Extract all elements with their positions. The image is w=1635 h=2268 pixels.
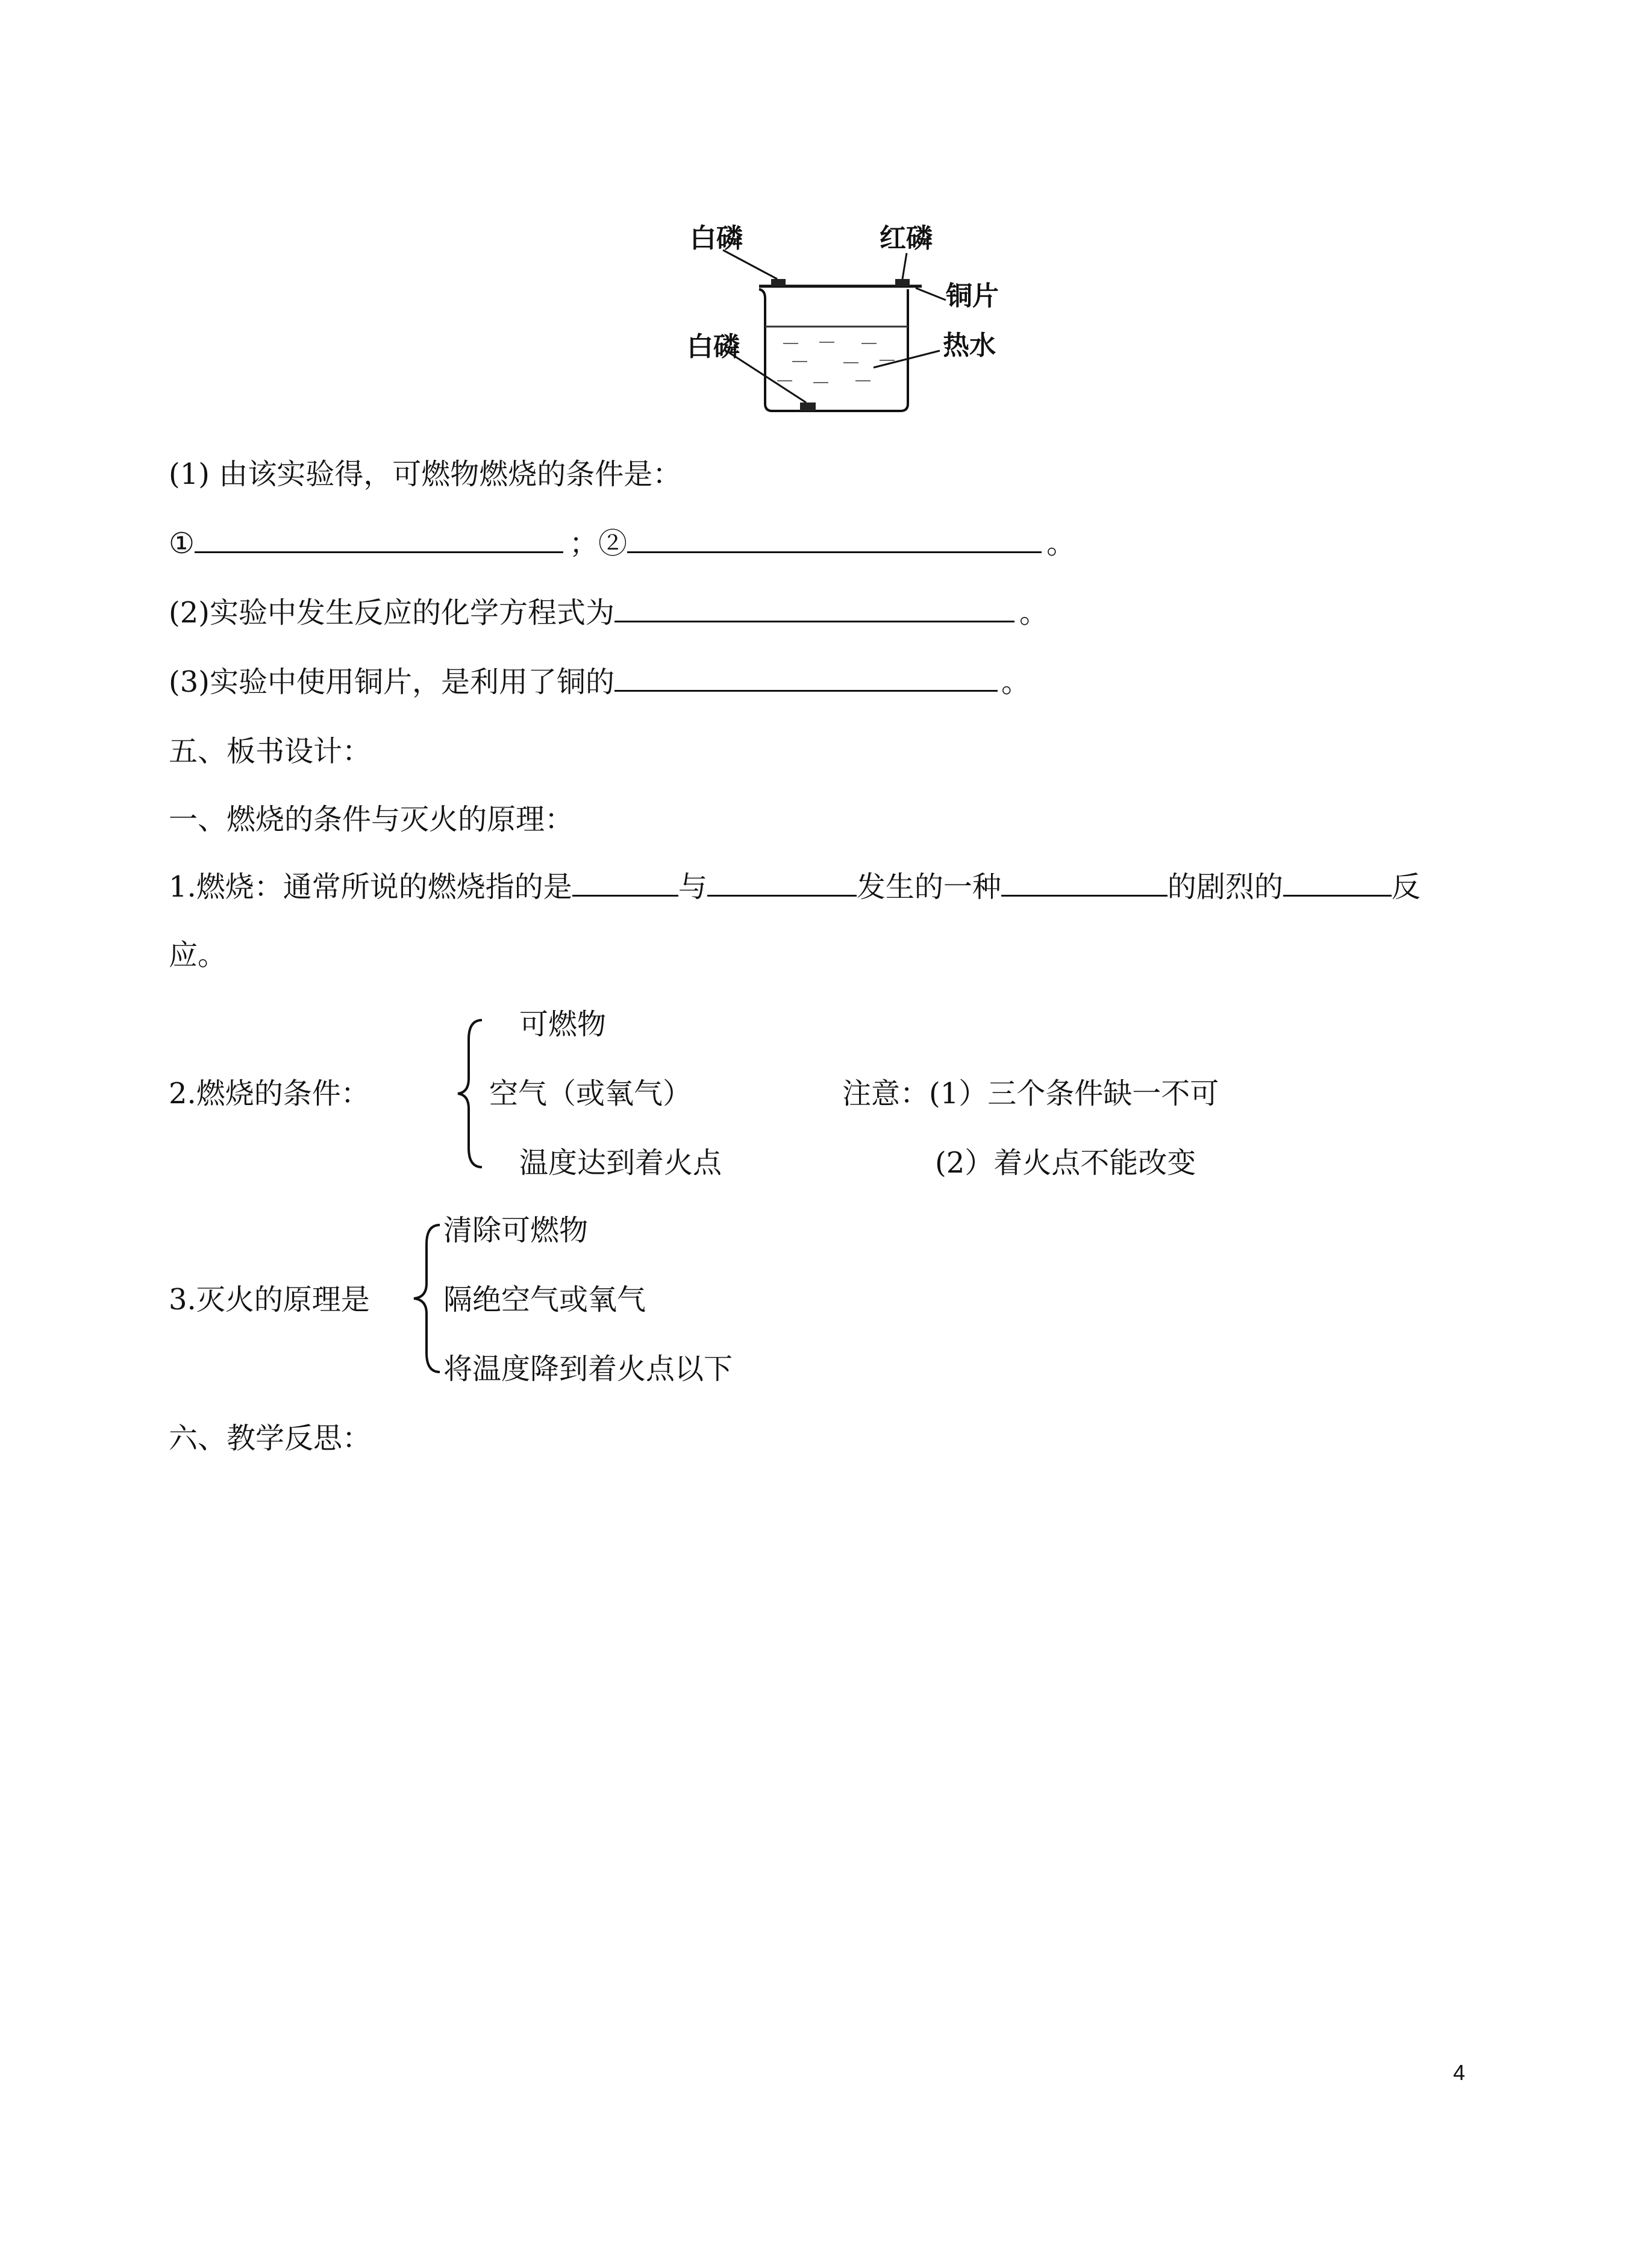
combustion-blank-1[interactable]	[572, 868, 678, 897]
conditions-note-2: (2）着火点不能改变	[935, 1146, 1196, 1180]
question-1	[169, 455, 681, 493]
extinguish-item-3: 将温度降到着火点以下	[443, 1352, 733, 1386]
question-1-answers	[169, 524, 1075, 563]
experiment-diagram	[669, 223, 1018, 422]
beaker-outline	[759, 289, 908, 411]
extinguish-label: 3.灭火的原理是	[169, 1283, 370, 1317]
white-phosphorus-top-piece	[771, 279, 786, 286]
question-3-text: (3)实验中使用铜片，是利用了铜的	[169, 665, 614, 699]
conditions-note-1: 注意：(1）三个条件缺一不可	[842, 1077, 1219, 1111]
conditions-brace	[452, 1015, 488, 1172]
combustion-blank-4[interactable]	[1283, 868, 1392, 897]
copper-property-blank[interactable]	[614, 663, 998, 692]
combustion-blank-2[interactable]	[707, 868, 857, 897]
question-3	[169, 663, 1030, 701]
section-6-title: 六、教学反思：	[169, 1421, 372, 1455]
label-hot-water: 热水	[943, 330, 996, 361]
board-heading: 一、燃烧的条件与灭火的原理：	[169, 803, 574, 836]
combustion-blank-3[interactable]	[1001, 868, 1168, 897]
extinguish-item-1: 清除可燃物	[443, 1214, 589, 1247]
condition-item-3: 温度达到着火点	[519, 1146, 722, 1180]
page-number: 4	[1453, 2060, 1466, 2085]
combustion-definition: 1.燃烧：通常所说的燃烧指的是 与 发生的一种 的剧烈的 反	[169, 868, 1421, 906]
answer-marker-1: ①	[169, 527, 195, 560]
answer-blank-2[interactable]	[627, 525, 1042, 553]
question-2-text: (2)实验中发生反应的化学方程式为	[169, 596, 614, 630]
answer-separator: ；	[569, 527, 599, 560]
question-2	[169, 594, 1048, 632]
conditions-label: 2.燃烧的条件：	[169, 1077, 370, 1111]
combustion-definition-cont: 应。	[169, 938, 227, 972]
label-copper-sheet: 铜片	[946, 281, 999, 312]
red-phosphorus-piece	[895, 279, 910, 286]
section-5-title: 五、板书设计：	[169, 735, 372, 768]
extinguish-brace	[407, 1220, 443, 1377]
answer-marker-2: ②	[598, 527, 628, 560]
answer-blank-1[interactable]	[195, 525, 563, 553]
label-white-phosphorus-bottom: 白磷	[687, 331, 740, 362]
question-1-text: (1) 由该实验得，可燃物燃烧的条件是：	[169, 457, 682, 491]
extinguish-item-2: 隔绝空气或氧气	[443, 1283, 646, 1317]
question-2-end: 。	[1019, 596, 1049, 630]
answer-end: 。	[1046, 527, 1076, 560]
condition-item-2: 空气（或氧气）	[489, 1077, 692, 1111]
question-3-end: 。	[1001, 665, 1031, 699]
label-red-phosphorus: 红磷	[880, 223, 933, 254]
label-white-phosphorus-top: 白磷	[690, 223, 743, 254]
white-phosphorus-bottom-piece	[800, 403, 816, 411]
equation-blank[interactable]	[614, 594, 1014, 622]
condition-item-1: 可燃物	[519, 1007, 607, 1041]
